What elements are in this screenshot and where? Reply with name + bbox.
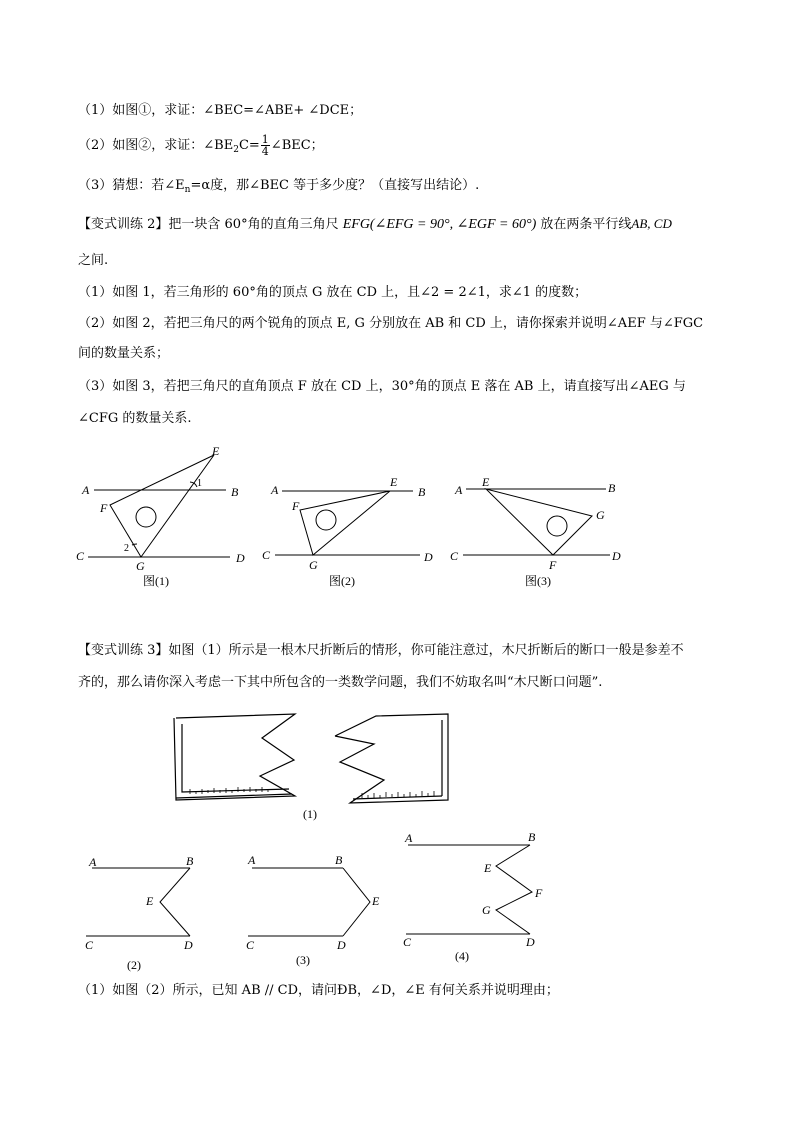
fig1-caption: 图(1) <box>143 574 169 588</box>
prev-q1: （1）如图①，求证：∠BEC=∠ABE+ ∠DCE； <box>78 103 363 118</box>
fig3-label-A: A <box>455 483 463 497</box>
fig3-label-D: D <box>612 549 621 563</box>
fig3-label-B: B <box>608 481 616 495</box>
t2-line2: 之间. <box>78 253 109 268</box>
fig1-label-E: E <box>212 444 220 458</box>
fig2-label-C: C <box>262 548 271 562</box>
fig4-label-C: C <box>403 935 412 949</box>
prev-q2-text-a: （2）如图②，求证：∠BE <box>78 138 234 153</box>
fig4-label-A: A <box>405 831 413 845</box>
fig4-label-D: D <box>526 935 535 949</box>
fig3-caption: 图(3) <box>525 574 551 588</box>
prev-q2-sub: 2 <box>233 145 239 155</box>
broken-ruler-figure <box>0 700 794 830</box>
ruler-caption: (1) <box>303 807 317 821</box>
fig3b-label-A: A <box>248 853 256 867</box>
fig2-label-B: B <box>418 485 426 499</box>
fig2b-label-D: D <box>184 938 193 952</box>
fig4-label-G: G <box>482 903 491 917</box>
fig3b-caption: (3) <box>296 953 310 967</box>
t2-q2a: （2）如图 2，若把三角尺的两个锐角的顶点 E, G 分别放在 AB 和 CD 上，请你探索并说明∠AEF 与∠FGC <box>78 316 704 331</box>
fig1-label-angle2: 2 <box>124 543 129 554</box>
t2-head-text: 【变式训练 2】把一块含 60°角的直角三角尺 <box>78 217 339 232</box>
fraction-denominator: 4 <box>261 145 269 158</box>
fig1-label-A: A <box>82 483 90 497</box>
fig2-label-D: D <box>424 550 433 564</box>
fig1-label-G: G <box>136 559 145 573</box>
prev-q3-text-b: =α度，那∠BEC 等于多少度？（直接写出结论）. <box>190 178 480 193</box>
fig2b-label-C: C <box>85 938 94 952</box>
t2-q3b: ∠CFG 的数量关系. <box>78 411 192 426</box>
fig2b-caption: (2) <box>127 958 141 972</box>
t2-figures <box>0 440 794 600</box>
t2-math: EFG(∠EFG = 90°, ∠EGF = 60°) <box>342 217 537 232</box>
t3-line1: 【变式训练 3】如图（1）所示是一根木尺折断后的情形，你可能注意过，木尺折断后的断口一般是参差不 <box>78 643 684 658</box>
fig3-label-C: C <box>450 549 459 563</box>
fig1-label-F: F <box>100 501 108 515</box>
fig2-caption: 图(2) <box>329 574 355 588</box>
fig2-label-E: E <box>390 475 398 489</box>
prev-q3 <box>78 177 479 199</box>
fig3b-label-E: E <box>372 894 380 908</box>
prev-q2-fraction <box>261 134 270 157</box>
fig2b-label-B: B <box>186 854 194 868</box>
prev-q2-text-b: C= <box>238 138 260 153</box>
t3-line2: 齐的，那么请你深入考虑一下其中所包含的一类数学问题，我们不妨取名叫“木尺断口问题”. <box>78 675 603 690</box>
t3-figures <box>0 826 794 976</box>
t2-q2b: 间的数量关系； <box>78 346 170 361</box>
fig3b-label-B: B <box>335 853 343 867</box>
fig4-label-F: F <box>535 886 543 900</box>
fig4-caption: (4) <box>455 949 469 963</box>
t2-heading <box>78 212 672 236</box>
fig3b-label-C: C <box>246 938 255 952</box>
fig2b-label-A: A <box>89 855 97 869</box>
fig2-label-A: A <box>271 483 279 497</box>
fig3b-label-D: D <box>337 938 346 952</box>
t2-lines: AB, CD <box>631 216 672 231</box>
prev-q3-sub: n <box>184 185 191 195</box>
fig1-label-B: B <box>231 485 239 499</box>
t2-q1: （1）如图 1，若三角形的 60°角的顶点 G 放在 CD 上，且∠2 = 2∠1，求∠1 的度数； <box>78 285 588 300</box>
fig2-label-F: F <box>292 499 300 513</box>
prev-q3-text-a: （3）猜想：若∠E <box>78 178 185 193</box>
t2-q3a: （3）如图 3，若把三角尺的直角顶点 F 放在 CD 上，30°角的顶点 E 落在 AB 上，请直接写出∠AEG 与 <box>78 379 686 394</box>
prev-q2 <box>78 131 324 161</box>
fig4-label-B: B <box>528 830 536 844</box>
fig3-label-E: E <box>482 475 490 489</box>
fig3-label-F: F <box>549 558 557 572</box>
fig1-label-angle1: 1 <box>197 478 202 489</box>
fig3-label-G: G <box>596 508 605 522</box>
t2-tail-text: 放在两条平行线 <box>540 217 632 232</box>
fig2-label-G: G <box>309 558 318 572</box>
fig4-label-E: E <box>484 861 492 875</box>
fraction-numerator: 1 <box>261 133 269 146</box>
prev-q2-text-c: ∠BEC； <box>270 138 324 153</box>
fig1-label-D: D <box>236 551 245 565</box>
fig2b-label-E: E <box>146 894 154 908</box>
fig1-label-C: C <box>76 549 85 563</box>
t3-q1: （1）如图（2）所示，已知 AB // CD，请问ÐB，∠D，∠E 有何关系并说明理由； <box>78 983 559 998</box>
